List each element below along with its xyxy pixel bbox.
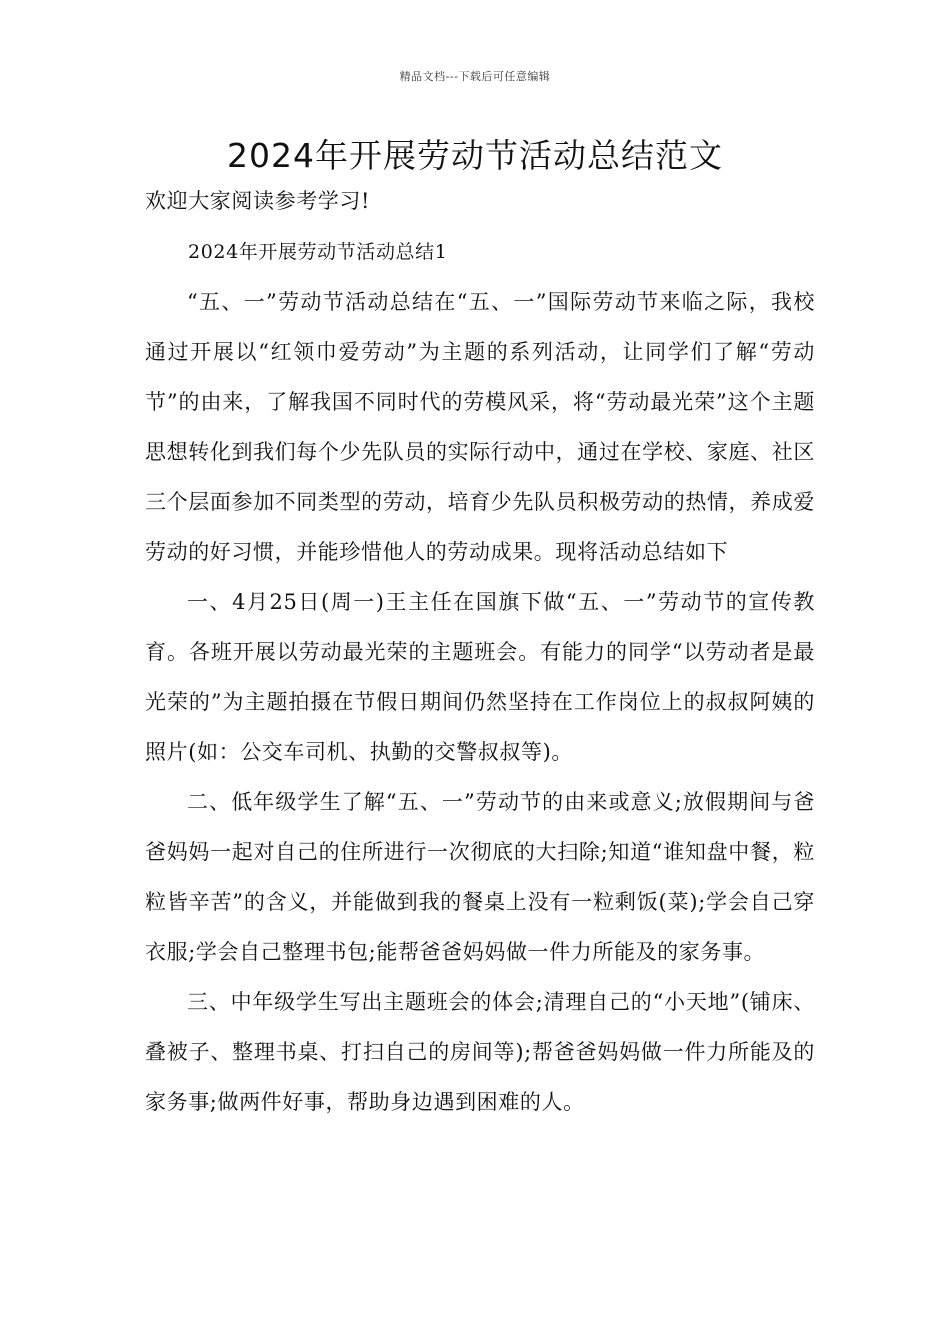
document-title: 2024年开展劳动节活动总结范文: [227, 136, 723, 175]
paragraph: 二、低年级学生了解“五、一”劳动节的由来或意义;放假期间与爸爸妈妈一起对自己的住所进行一次彻底的大扫除;知道“谁知盘中餐，粒粒皆辛苦”的含义，并能做到我的餐桌上没有一粒剩饭(菜);学会自己穿衣服;学会自己整理书包;能帮爸爸妈妈做一件力所能及的家务事。: [145, 790, 815, 964]
paragraph: “五、一”劳动节活动总结在“五、一”国际劳动节来临之际，我校通过开展以“红领巾爱劳动”为主题的系列活动，让同学们了解“劳动节”的由来，了解我国不同时代的劳模风采，将“劳动最光荣”这个主题思想转化到我们每个少先队员的实际行动中，通过在学校、家庭、社区三个层面参加不同类型的劳动，培育少先队员积极劳动的热情，养成爱劳动的好习惯，并能珍惜他人的劳动成果。现将活动总结如下: [145, 290, 815, 564]
intro-text: 欢迎大家阅读参考学习!: [145, 189, 371, 213]
paragraph: 三、中年级学生写出主题班会的体会;清理自己的“小天地”(铺床、叠被子、整理书桌、打扫自己的房间等);帮爸爸妈妈做一件力所能及的家务事;做两件好事，帮助身边遇到困难的人。: [145, 990, 815, 1114]
section-heading: 2024年开展劳动节活动总结1: [188, 241, 448, 263]
header-note: 精品文档---下载后可任意编辑: [399, 70, 551, 83]
paragraph: 一、4月25日(周一)王主任在国旗下做“五、一”劳动节的宣传教育。各班开展以劳动最光荣的主题班会。有能力的同学“以劳动者是最光荣的”为主题拍摄在节假日期间仍然坚持在工作岗位上的叔叔阿姨的照片(如：公交车司机、执勤的交警叔叔等)。: [145, 590, 815, 764]
body-paragraphs: [145, 277, 815, 1127]
